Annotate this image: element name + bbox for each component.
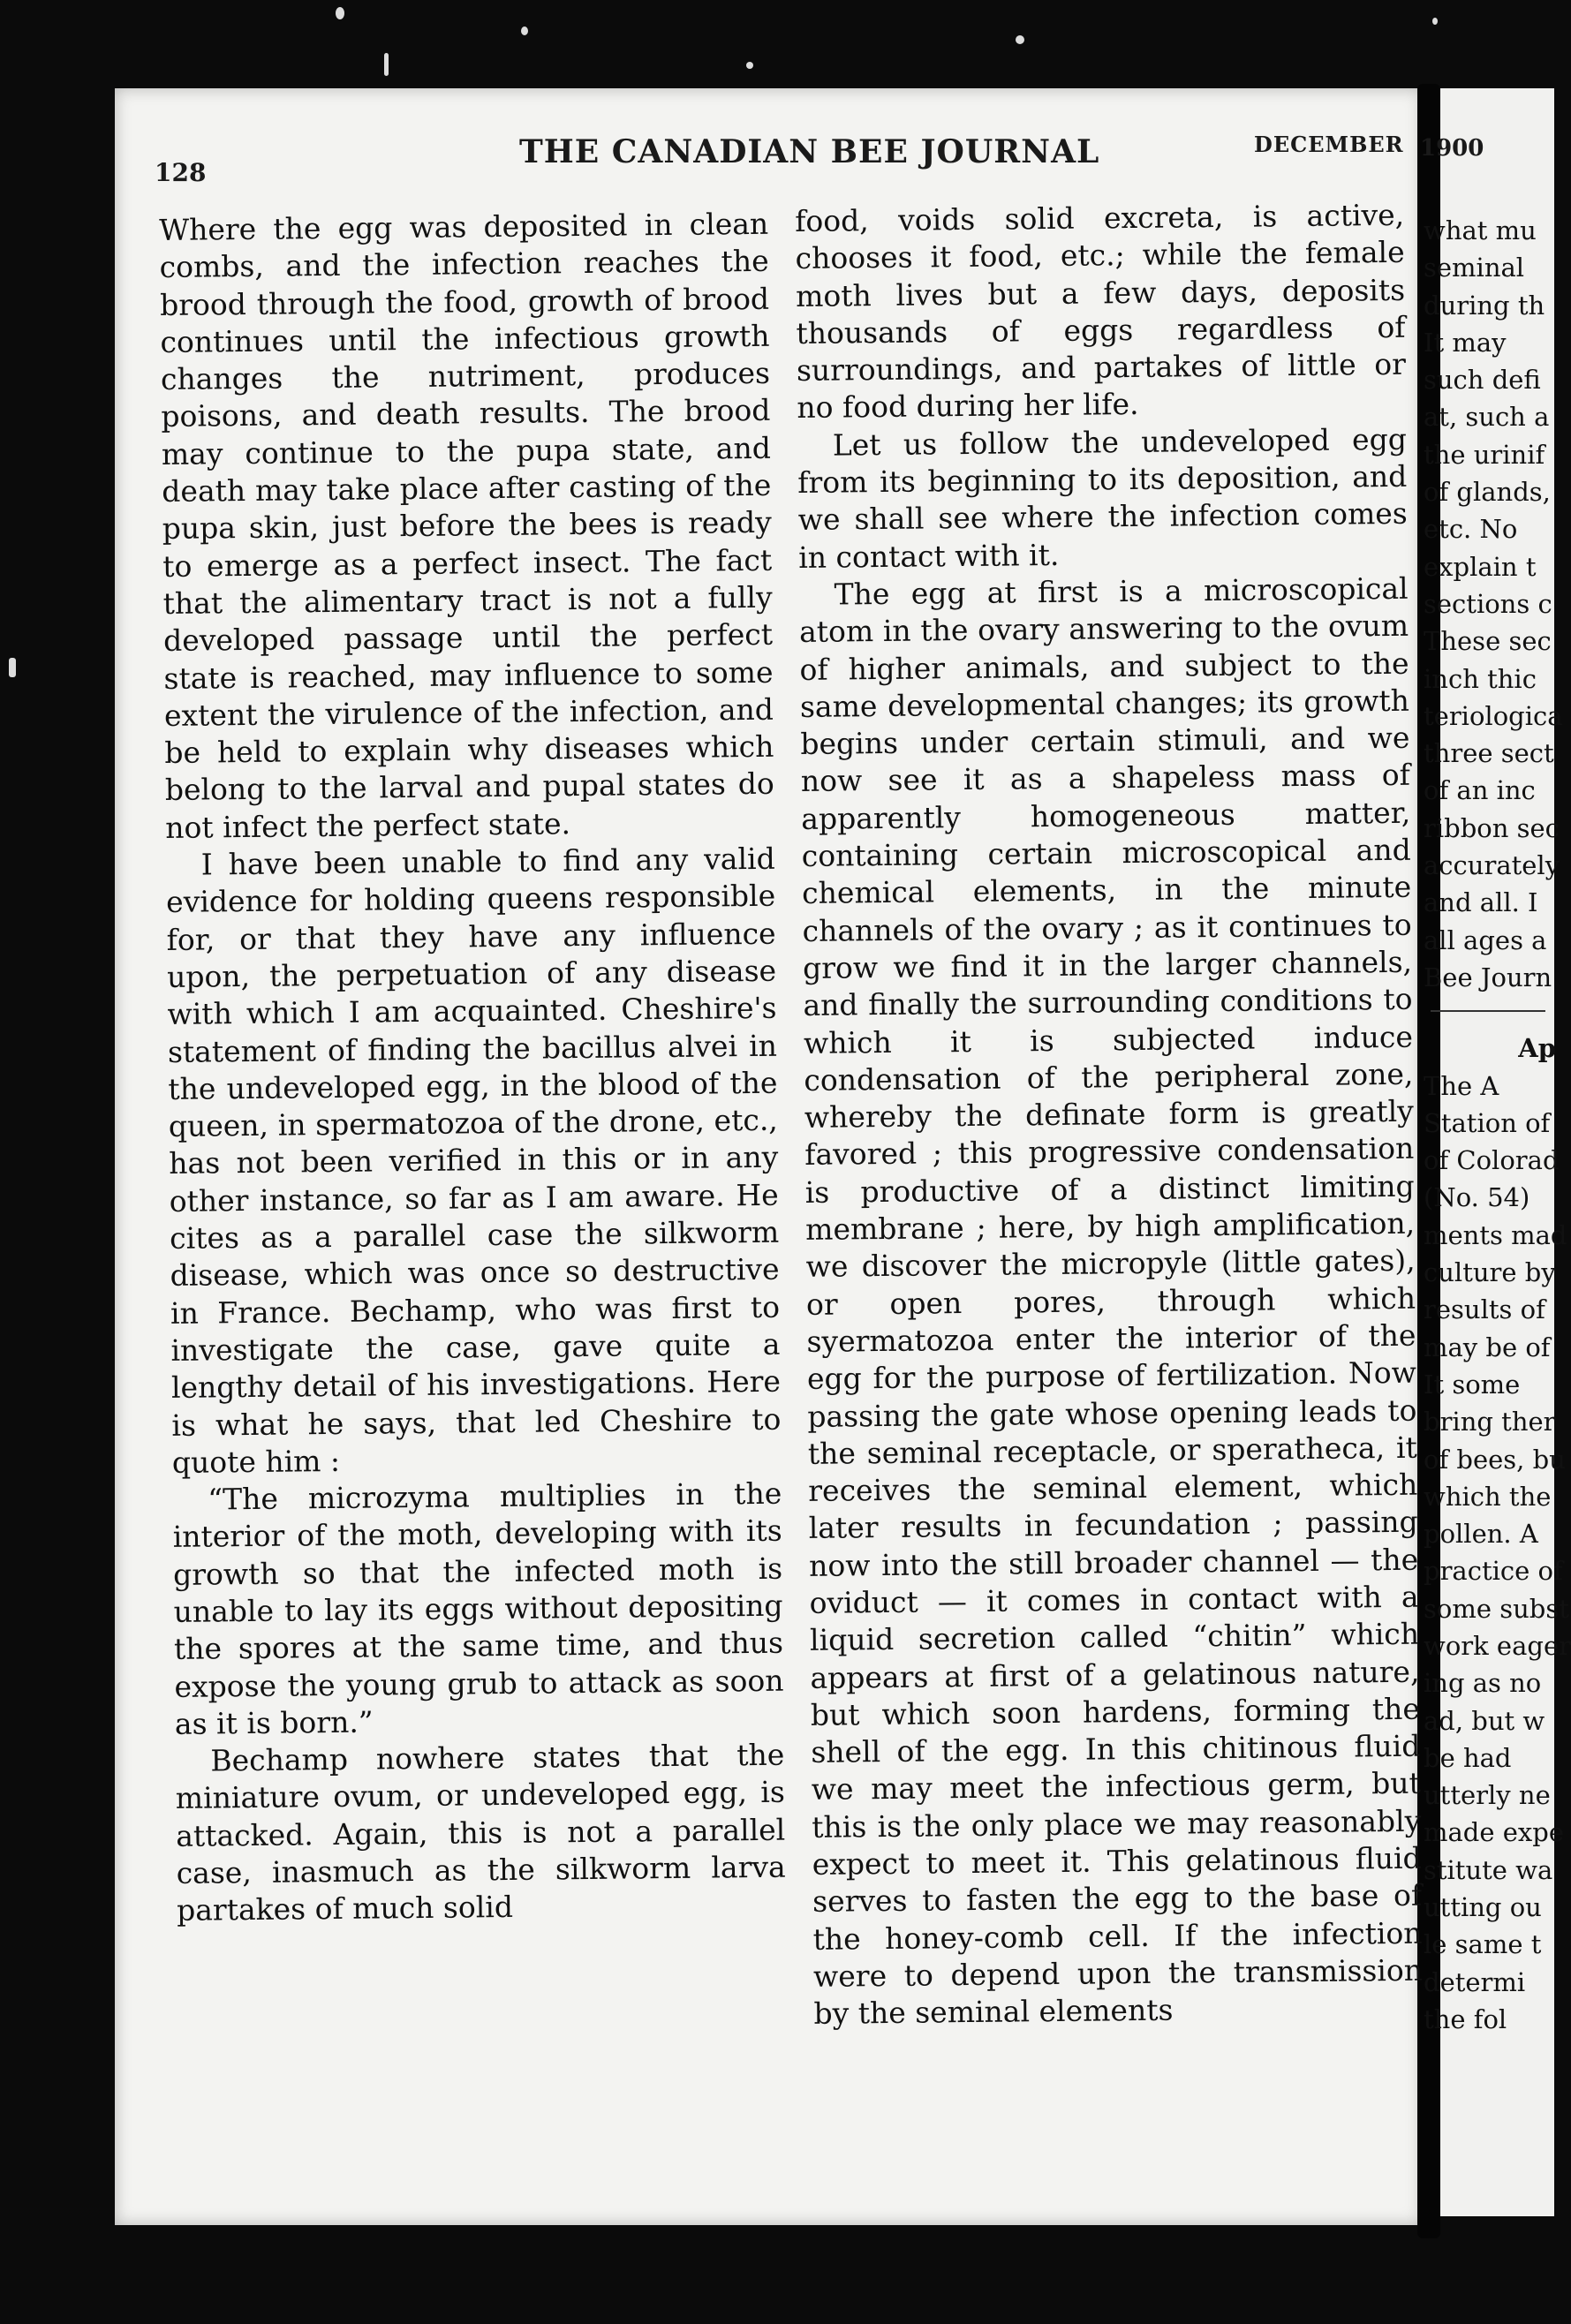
paragraph: “The microzyma multiplies in the interior of the moth, developing with its growth so that the infected moth is unable to lay its eggs without depositing the spores at the same time, and thus expose the young grub to attack as soon as it is born.” (172, 1475, 784, 1741)
issue-year: 1900 (1420, 135, 1484, 162)
fragment-line: work eager (1424, 1630, 1571, 1661)
fragment-line: the urinif (1424, 439, 1545, 470)
fragment-line: practice of (1424, 1556, 1563, 1587)
fragment-line: teriologica (1424, 700, 1563, 731)
fragment-line: le same t (1424, 1929, 1542, 1960)
fragment-line: ing as no (1424, 1668, 1542, 1699)
fragment-line: of Colorad (1424, 1145, 1560, 1176)
fragment-line: the fol (1424, 2003, 1507, 2034)
fragment-line: utterly ne (1424, 1780, 1551, 1811)
middle-text-column (795, 197, 1424, 2034)
fragment-line: etc. No (1424, 514, 1518, 545)
page-number: 128 (155, 158, 207, 187)
paragraph: Where the egg was deposited in clean combs, and the infection reaches the brood through the food, growth of brood continues until the infectious growth changes the nutriment, produces poisons, and death results. The brood may continue to the pupa state, and death may take place after casting of the pupa skin, just before the bees is ready to emerge as a perfect insect. The fact that the alimentary tract is not a fully developed passage until the perfect state is reached, may influence to some extent the virulence of the infection, and be held to explain why diseases which belong to the larval and pupal states do not infect the perfect state. (159, 206, 775, 845)
fragment-line: These sec (1424, 626, 1552, 657)
fragment-line: Station of (1424, 1107, 1551, 1138)
fragment-line: accurately (1424, 850, 1560, 881)
fragment-line: three sect (1424, 738, 1554, 769)
fragment-line: such defi (1424, 365, 1541, 396)
running-header (0, 128, 1554, 187)
fragment-line: of an inc (1424, 775, 1536, 806)
paragraph: The egg at first is a microscopical atom in the ovary answering to the ovum of higher animals, and subject to the same developmental changes; its growth begins under certain stimuli, and we now see it as a shapeless mass of apparently homogeneous matter, containing certain microscopical and chemical elements, in the minute channels of the ovary ; as it continues to grow we find it in the larger channels, and finally the surrounding conditions to which it is subjected induce condensation of the peripheral zone, whereby the definate form is greatly favored ; this progressive condensation is productive of a distinct limiting membrane ; here, by high amplification, we discover the micropyle (little gates), or open pores, through which syermatozoa enter the interior of the egg for the purpose of fertilization. Now passing the gate whose opening leads to the seminal receptacle, or speratheca, it receives the seminal element, which later results in fecundation ; passing now into the still broader channel — the oviduct — it comes in contact with a liquid secretion called “chitin” which appears at first of a gelatinous nature, but which soon hardens, forming the shell of the egg. In this chitinous fluid we may meet the infectious germ, but this is the only place we may reasonably expect to meet it. This gelatinous fluid serves to fasten the egg to the base of the honey-comb cell. If the infection were to depend upon the transmission by the seminal elements (798, 570, 1424, 2032)
fragment-line: determi (1424, 1966, 1526, 1997)
fragment-line: may be of (1424, 1332, 1551, 1362)
fragment-line: of bees, bu (1424, 1444, 1566, 1475)
fragment-line: culture by (1424, 1257, 1556, 1288)
paragraph: Bechamp nowhere states that the miniature ovum, or undeveloped egg, is attacked. Again, this is not a parallel case, inasmuch as the silkworm larva partakes of much solid (175, 1737, 786, 1928)
fragment-line: made expe (1424, 1817, 1564, 1848)
fragment-line: seminal (1424, 253, 1525, 283)
fragment-line: sections c (1424, 588, 1552, 619)
fragment-line: utting ou (1424, 1892, 1542, 1923)
fragment-line: ments mad (1424, 1219, 1567, 1250)
issue-month: DECEMBER (1254, 132, 1404, 157)
fragment-line: ribbon sec (1424, 812, 1560, 843)
fragment-line: all ages a (1424, 924, 1547, 955)
fragment-line: stitute wa (1424, 1854, 1553, 1885)
right-page-fragments (1424, 212, 1571, 2038)
fragment-line: bring ther (1424, 1407, 1556, 1437)
section-rule (1431, 1010, 1545, 1012)
fragment-line: what mu (1424, 215, 1537, 245)
fragment-line: some subst (1424, 1593, 1569, 1624)
fragment-line: The A (1424, 1070, 1499, 1101)
paragraph: food, voids solid excreta, is active, chooses it food, etc.; while the female moth lives but a few days, deposits thousands of eggs regardless of surroundings, and partakes of little or no food during her life. (795, 197, 1407, 426)
left-text-column (159, 206, 786, 1930)
fragment-line: during th (1424, 290, 1545, 321)
fragment-line: Bee Journ (1424, 962, 1552, 992)
fragment-line: ad, but w (1424, 1705, 1545, 1736)
fragment-line: pollen. A (1424, 1519, 1538, 1550)
paragraph: I have been unable to find any valid evidence for holding queens responsible for, or that they have any influence upon, the perpetuation of any disease with which I am acquainted. Cheshire's statement of finding the bacillus alvei in the undeveloped egg, in the blood of the queen, in spermatozoa of the drone, etc., has not been verified in this or in any other instance, so far as I am aware. He cites as a parallel case the silkworm disease, which was once so destructive in France. Bechamp, who was first to investigate the case, gave quite a lengthy detail of his investigations. Here is what he says, that led Cheshire to quote him : (165, 841, 782, 1480)
fragment-line: It some (1424, 1369, 1521, 1400)
fragment-line: of glands, (1424, 477, 1551, 508)
fragment-line: at, such a (1424, 402, 1550, 433)
fragment-heading: Ap (1518, 1033, 1556, 1064)
fragment-line: (No. 54) (1424, 1182, 1530, 1213)
journal-title: THE CANADIAN BEE JOURNAL (519, 133, 1100, 170)
fragment-line: It may (1424, 327, 1507, 358)
fragment-line: which the (1424, 1481, 1552, 1512)
paragraph: Let us follow the undeveloped egg from its beginning to its deposition, and we shall see where the infection comes in contact with it. (797, 421, 1408, 575)
fragment-line: and all. I (1424, 887, 1538, 918)
fragment-line: explain t (1424, 551, 1537, 582)
fragment-line: be had (1424, 1742, 1512, 1773)
fragment-line: results of (1424, 1294, 1545, 1325)
fragment-line: inch thic (1424, 663, 1537, 694)
